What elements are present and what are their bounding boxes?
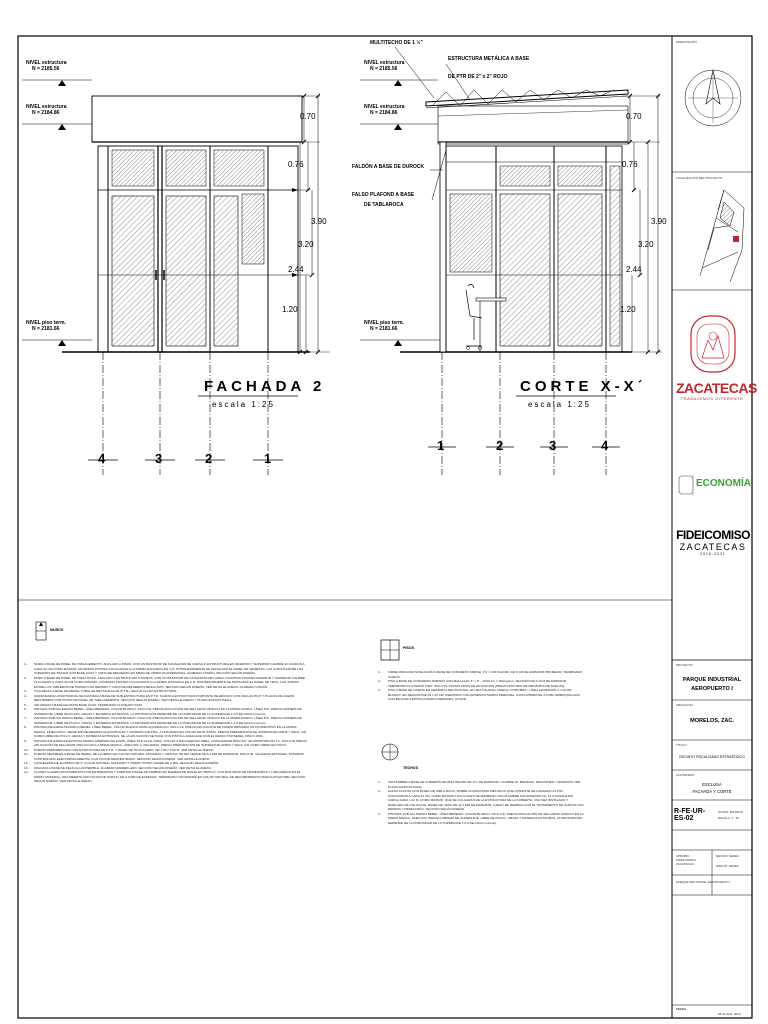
fideicomiso-logo: FIDEICOMISO ZACATECAS 2016-2021: [676, 528, 750, 556]
note-text: PINTURA VINÍLICA MARCA BEREL, LÍNEA BERELEX, COLOR BLANCO. INCLUYE: PREVIA APLICACIÓN DE SELLADOR VINÍLICO EN LA MISMA MARCA, LÍNEA 570, PREVIA LIMPIEZA DE SUPERFICIE, LIBRE DE POLVO, GRASA Y MATERIAS EXTRAÑAS, LA PROPORCIÓN DEPENDE DE LA POROSIDAD DE LA SUPERFICIE 1 A 5 DE AGUA (mínimo).: [388, 811, 584, 825]
note-number: 1.-: [24, 662, 28, 666]
callout-multitecho: MULTITECHO DE 1 ½": [370, 40, 423, 46]
corte-dim-320: 3.20: [638, 240, 654, 249]
fachada-dim-320: 3.20: [298, 240, 314, 249]
corte-title: CORTE X-X´: [520, 378, 647, 395]
zacatecas-logo: ZACATECAS TRABAJEMOS DIFERENTE: [676, 380, 757, 401]
note-text: FALSO PLAFÓN CON PANEL DE TABLA ROCA, SOBRE UN BASTIDOR METÁLICO QUE CONSISTE DE CANALES LISTÓN, COLOCADOS A CADA 61 CM, COMO MÁXIMO LOS CUALES SE AMARRAN CON ALAMBRE GALVANIZADO No. 12 A CANALETAS CARGA CADA 1.22 M, COMO MÁXIMO, QUE SE COLGARÁN DE LA ESTRUCTURA DE LA CUBIERTA, UNA VEZ INSTALADO Y NIVELADO SE COLOCA EL PANEL DE YESO DE 12.7 MM DE ESPESOR, LUEGO SE TERMINA CON EL TRATAMIENTO DE JUNTAS CON REDIMIX Y PERFACINTA. SECCIÓN SEGÚN DISEÑO.: [388, 789, 584, 811]
note-text: PUERTA PREFABRICADA CON ESTRUCTURA DE P.T.R. Y PANEL DE HOJA ACERO, DE 1.00 x 2.50 M. VER DETALLE ANEXO.: [34, 747, 215, 752]
pisos-note-item: [378, 670, 584, 679]
muros-note-item: [24, 739, 308, 748]
ubicacion-value: MORELOS, ZAC.: [690, 718, 734, 724]
callout-faldon: FALDÓN A BASE DE DUROCK: [352, 164, 425, 170]
muros-note-item: [24, 725, 308, 739]
muros-note-item: [24, 676, 308, 690]
localizacion-label: LOCALIZACIÓN DEL PROYECTO: [676, 176, 723, 180]
techos-legend-icon: [382, 744, 398, 760]
pisos-heading: PISOS: [403, 646, 414, 650]
note-text: FRANJAS A BASE DE PELÍCULA ADHERIBLE, ACABADO ESMERILADO. SECCIÓN SEGÚN DISEÑO. VER DETALLE ANEXO.: [34, 765, 212, 770]
note-text: PINTURA DE ESMALTE EPÓXICA MARCA SHERWIN WILLIAMS, LÍNEA TILE CLAD II MAX, COLOR: A ESCOGER EN OBRA, CATALIZADOR B60V-207, EN PROPORCIÓN 1:1, INCLUYE PREVIA APLICACIÓN DE SELLADOR VINÍLICO EN LA MISMA MARCA, LÍNEA 570. A UNA MANO. PREVIA PREPARACIÓN DE SUPERFICIE LIMPIA Y SECA, ASÍ COMO LIBRE DE POLVO.: [34, 738, 308, 747]
callout-plafond-2: DE TABLAROCA: [364, 202, 404, 208]
corte-dim-120: 1.20: [620, 305, 636, 314]
location-map: [700, 190, 744, 282]
aprobo-label: APROBÓ: FIDEICOMISO ZACATECAS: [676, 854, 696, 866]
muros-heading: MUROS: [50, 628, 64, 632]
muros-note-item: [24, 707, 308, 716]
pisos-note-item: [378, 679, 584, 688]
proyecto-line-2: AEROPUERTO I: [691, 686, 733, 692]
techos-notes: [378, 780, 584, 825]
note-text: CANCELERÍA DE ALUMINIO DE 3" COLOR NATURAL SATINADO Y VIDRIO TINTEX VERDE DE 6 MM. SECCIÓN SEGÚN DISEÑO.: [34, 761, 220, 765]
archivo-value: PARQUE INDUSTRIAL AEROPUERTO I: [676, 880, 731, 884]
zacatecas-seal: [691, 316, 735, 372]
fachada-dim-244: 2.44: [288, 265, 304, 274]
fachada-dim-120: 1.20: [282, 305, 298, 314]
corte-level-3: NIVEL piso term. N = 2181.66: [364, 320, 404, 332]
north-arrow: [685, 70, 741, 126]
fachada-axis-3: 3: [155, 451, 163, 466]
contenido-label: CONTENIDO: [676, 773, 694, 777]
note-number: 12.-: [24, 761, 30, 765]
note-number: 2.-: [378, 789, 382, 793]
corte-dim-076: 0.76: [622, 160, 638, 169]
economia-seal: [679, 474, 693, 496]
corte-scale: escala 1:25: [528, 400, 591, 409]
reviso-label: REVISÓ: SEDEC: [716, 854, 740, 858]
note-number: 8.-: [24, 725, 28, 729]
economia-logo: ECONOMÍA: [696, 478, 751, 489]
note-number: 7.-: [24, 716, 28, 720]
corte-level-2: NIVEL estructura N = 2184.86: [364, 104, 405, 116]
note-number: 14.-: [24, 770, 30, 774]
note-number: 3.-: [378, 811, 382, 816]
pisos-notes: [378, 670, 584, 702]
muros-legend-icon: [36, 622, 46, 640]
muros-notes: [24, 662, 308, 784]
note-number: 6.-: [24, 707, 28, 711]
note-text: PISO A BASE DE LOSETA EN CERÁMICA RECTIFICADA, EN 1RA CALIDAD, MARCA "VITROMEX", LÍNEA LEONARDO 3, COLOR BLANCO, EN SECCIÓN DE 33 x 33 CM, ASENTADO CON ADHESIVO MARCA PERDURA, JUNTA MÍNIMA DE 3.0 MM, EMBOQUILLADO CON BOQUILLA EPÓXICA MARCA PERDURA, COLOR.: [388, 688, 581, 701]
note-text: MURO A BASE DE PANEL DE TABLA ROCA, ANCLADO A ESTRUCTURA O MUROS, CON UN BASTIDOR DE CANALETAS DE CARGA O ESTRUCTURALES INFERIOR Y SUPERIOR CALIBRE 22 FIJADOS A CADA 40 CM COMO MÁXIMO, ASÍ MISMO POSTES COLOCADOS A LA MISMA DISTANCIA EN C.D. POSTERIORMENTE SE INSTALARÁ EL PANEL DE YESO, LAS JUNTAS ENTRE LOS TABLEROS DE TRATAN CON REDIMIX Y CINTA DE REFUERZO PERFACINTA. SECCIÓN SEGÚN DISEÑO. VER DETALLE ANEXO. ACABADO COMÚN.: [34, 675, 305, 689]
note-text: MURO A BASE DE PANEL DE TABLACEMENTO, ANCLADO A PISOS, CON UN BASTIDOR DE CANALETAS DE CARGA O ESTRUCTURALES INFERIOR Y SUPERIOR CALIBRE 22 FIJADOS A CADA 40 CM COMO MÁXIMO, ASÍ MISMO POSTES COLOCADOS A LA MISMA DISTANCIA EN C.D. POSTERIORMENTE SE INSTALARÁ EL PANEL DE CEMENTO, LAS JUNTAS ENTRE LOS TABLEROS DE TRATAN CON BASE COAT Y CINTA DE REFUERZO EN FIBRA DE VIDRIO POLIMERIZADA. ACABADO COMÚN, SECCIÓN SEGÚN DISEÑO.: [34, 662, 305, 675]
corte-dim-070: 0.70: [626, 112, 642, 121]
techos-heading: TECHOS: [403, 766, 418, 770]
fachada-level-3: NIVEL piso term. N = 2181.66: [26, 320, 66, 332]
note-number: 11.-: [24, 752, 30, 756]
note-text: CLOSET GUARDA DOCUMENTOS CON ENTREPAÑOS Y PUERTAS A BASE DE TAMBOR EN MADERA DE BANAK EN TRIPLAY, CON BASTIDOR DE TRAVESAÑOS Y LARGUEROS EN EL MISMO MATERIAL, RECUBIERTA CON HOJAS DE TRIPLAY DE 6.0 MM DE ESPESOR. TERMINADO CON BARNIZ EN COLOR NATURAL DE RECUBRIMIENTO MARCA POLIFORM. SECCIÓN SEGÚN DISEÑO. VER DETALLE ANEXO.: [34, 770, 306, 783]
techos-note-item: [378, 812, 584, 826]
fachada-dim-390: 3.90: [311, 217, 327, 226]
proyecto-label: PROYECTO: [676, 663, 693, 667]
pisos-legend-icon: [381, 640, 399, 660]
note-number: 10.-: [24, 747, 30, 752]
fachada-elevation: [22, 80, 330, 475]
ubicacion-label: UBICACIÓN: [676, 703, 693, 707]
orientacion-label: ORIENTACIÓN: [676, 40, 697, 44]
note-number: 2.-: [378, 679, 382, 683]
note-text: MARQUESINA LONGITUDINAL DE FACHADA A BASE DE SUB-ESTRUCTURA EN P.T.R. SUJETA A ESTRUCTURA PORTANTE DE EDIFICIO CON ANCLAS HILTI Y PLACAS DE ACERO, RECUBIERTA CON HOJAS DE PANEL DE TABLACEMENTO. SECCIÓN SEGÚN DISEÑO. VER DETALLE ANEXO Y PLANO ESTRUCTURAL.: [34, 693, 295, 702]
corte-level-1: NIVEL estructura N = 2185.56: [364, 60, 405, 72]
note-number: 5.-: [24, 702, 28, 707]
cotas-label: COTAS: METROS: [718, 810, 743, 814]
callout-estructura-2: DE PTR DE 2" x 2" ROJO: [448, 74, 508, 80]
note-text: PINTURA VINÍLICA MARCA BEREL, LÍNEA BERELEX, COLOR BLANCO. INCLUYE: PREVIA APLICACIÓN DE SELLADOR VINÍLICO EN LA MISMA MARCA, LÍNEA 570, PREVIA LIMPIEZA DE SUPERFICIE, LIBRE DE POLVO, GRASA Y MATERIAS EXTRAÑAS, LA PROPORCIÓN DEPENDE DE LA POROSIDAD DE LA SUPERFICIE 1 A 5 DE AGUA (mínimo).: [34, 716, 302, 725]
note-number: 9.-: [24, 738, 28, 743]
note-text: COLUMNAS A BASE DE PERFIL TUBULAR RECTANGULAR (P.T.R.) SEGÚN PLANO ESTRUCTURAL.: [34, 689, 178, 693]
fachada-axis-1: 1: [264, 451, 272, 466]
muros-note-item: [24, 694, 308, 703]
note-number: 3.-: [24, 689, 28, 693]
fachada-dim-076: 0.76: [288, 160, 304, 169]
note-text: FIRME PARA DAR NIVELACIÓN A BASE DE CONCRETO SIMPLE, F'C = 100 KG/CM2, DE 6 CM DE ESPESOR PROMEDIO, TERMINADO COMÚN.: [388, 670, 583, 679]
muros-note-item: [24, 770, 308, 784]
corte-section: [360, 47, 662, 475]
techos-note-item: [378, 780, 584, 789]
clave-plano: R-FE-UR-ES-02: [674, 808, 706, 822]
contenido-line-2: FACHADA Y CORTE: [692, 789, 732, 794]
fachada-scale: escala 1:25: [212, 400, 275, 409]
corte-dim-244: 2.44: [626, 265, 642, 274]
contenido-line-1: ESCLUSA: [702, 782, 722, 787]
note-number: 3.-: [378, 688, 382, 692]
note-number: 2.-: [24, 675, 28, 680]
note-text: PINTURA DE ESMALTE MARCA BEREL, LÍNEA BEREL, COLOR BLANCO MATE AQUADALICO. INCLUYE: PREVIA APLICACIÓN DE FONDO PRIMARIO ANTICORROSIVO EN LA MISMA MARCA, LÍNEA NOVO, SERIE 300 DE RESINAS ALQUIDÁLICAS Y CROMATO DE ZINC, A UNA MANO EN COLOR ROJO ÓXIDO. PREVIA PREPARACIÓN DE SUPERFICIE LIMPIA Y SECA, ASÍ COMO LIBRE DE POLVO, GRASA Y MATERIAS EXTRAÑAS, SE LA APLICACIÓN SE HACE CON PISTOLA ADELGACE CON EL REDUCTOR BEREL 1560 O 1560.: [34, 725, 307, 738]
note-number: 1.-: [378, 780, 382, 784]
note-number: 4.-: [24, 693, 28, 698]
escala-label: ESCALA: 1 : 25: [718, 816, 740, 820]
corte-dim-390: 3.90: [651, 217, 667, 226]
fachada-level-2: NIVEL estructura N = 2184.86: [26, 104, 67, 116]
proyecto-line-1: PARQUE INDUSTRIAL: [683, 677, 741, 683]
titulo-label: TÍTULO: [676, 743, 687, 747]
fachada-axis-4: 4: [98, 451, 106, 466]
pisos-note-item: [378, 688, 584, 702]
note-text: TECHUMBRE A BASE DE CUBIERTA DE MULTITECHO DE 1½" DE ESPESOR. CALIBRE 26, MEDIDAS, SECCIONES Y ARMADOS VER PLANO ESTRUCTURAL.: [388, 780, 581, 789]
fachada-title: FACHADA 2: [204, 378, 326, 395]
note-number: 1.-: [378, 670, 382, 674]
note-text: PISO A BASE DE CONCRETO ARMADO CON MALLALAC 6" x 6" - 10/10 F'c = 150 kg/cm². SECCIÓN DE 0.10 M DE ESPESOR, TERMINADO FLOTEADO FINO. INCLUYE JUNTAS FRÍAS DE DILATACIÓN (PREVIO ESTUDIO DE MECÁNICA DE SUELOS).: [388, 679, 567, 688]
titulo-value: RECINTO FISCALIZADO ESTRATÉGICO: [679, 755, 745, 759]
note-text: PINTURA VINÍLICA MARCA BEREL, LÍNEA BERELEX, COLOR BLANCO. INCLUYE: PREVIA APLICACIÓN DE SELLADOR VINÍLICO EN LA MISMA MARCA, LÍNEA 570, PREVIA LIMPIEZA DE SUPERFICIE, LIBRE DE POLVO, GRASA Y MATERIAS EXTRAÑAS, LA PROPORCIÓN DEPENDE DE LA POROSIDAD DE LA SUPERFICIE 1 A 5 DE AGUA (mínimo).: [34, 707, 302, 716]
callout-estructura-1: ESTRUCTURA METÁLICA A BASE: [448, 56, 530, 62]
corte-axis-4: 4: [601, 438, 609, 453]
fachada-level-1: NIVEL estructura N = 2185.56: [26, 60, 67, 72]
note-number: 13.-: [24, 765, 30, 770]
techos-note-item: [378, 789, 584, 812]
corte-axis-2: 2: [496, 438, 504, 453]
fecha-label: FECHA: [676, 1007, 687, 1011]
corte-axis-1: 1: [437, 438, 445, 453]
fachada-dim-070: 0.70: [300, 112, 316, 121]
muros-note-item: [24, 716, 308, 725]
muros-note-item: [24, 752, 308, 761]
note-text: APLANADO A BASE DE PASTA BASE COAT, TERMINADO FLOTEADO FINO.: [34, 702, 143, 707]
note-text: PUERTA ABATIBLES A BASE DE PERFIL DE ALUMINIO EN COLOR NATURAL SATINADO Y CRISTAL TINTEX VERDE DE 6.0 MM DE ESPESOR. INCLUYE: JALADERA ESTRIADA, PASADOR CONTROLADO ELECTRÓNICAMENTE, CON PIVOTE DESCENTRADO. SECCIÓN SEGÚN DISEÑO. VER DETALLE ANEXO.: [34, 752, 304, 761]
muros-note-item: [24, 662, 308, 676]
corte-axis-3: 3: [549, 438, 557, 453]
fachada-axis-2: 2: [205, 451, 213, 466]
dibujo-label: DIBUJÓ: SEDEC: [716, 864, 740, 868]
fecha-value: 08 de Abril, 2019: [718, 1012, 741, 1016]
callout-plafond-1: FALSO PLAFOND A BASE: [352, 192, 415, 198]
